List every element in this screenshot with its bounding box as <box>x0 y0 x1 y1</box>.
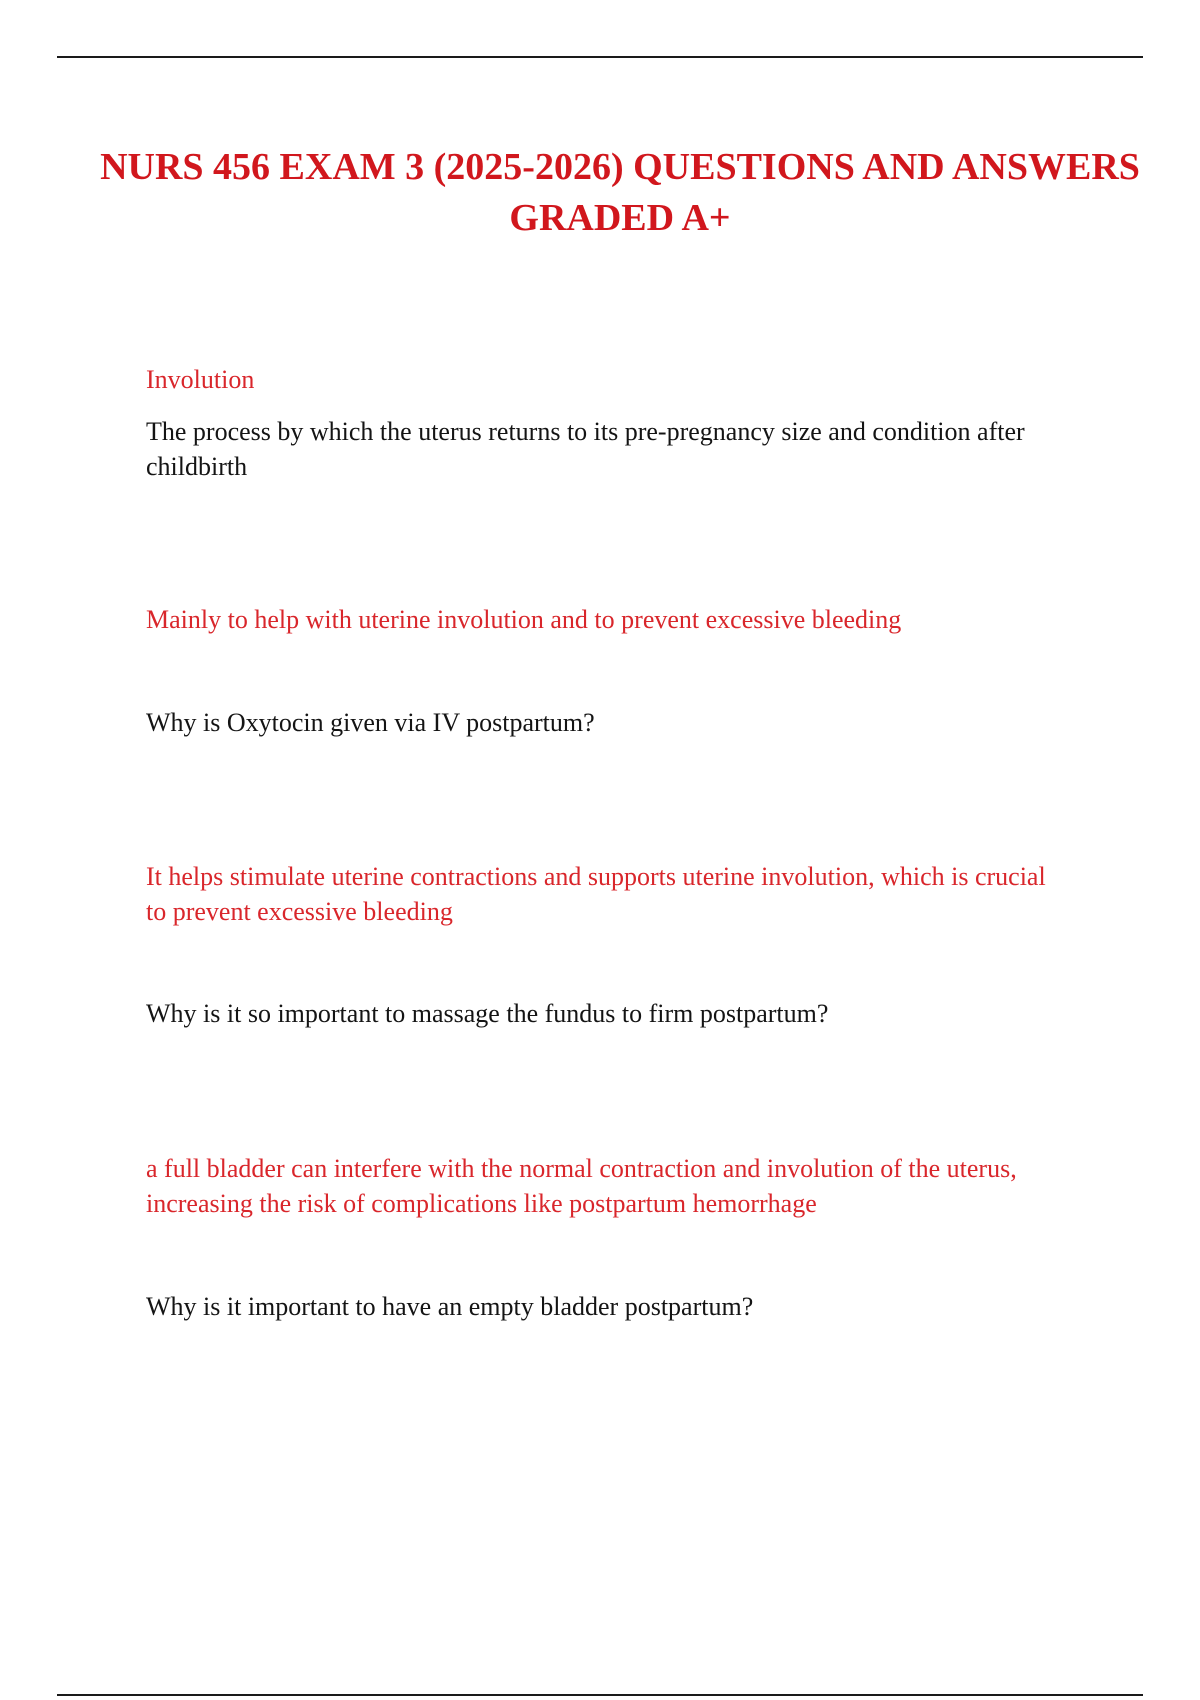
term-label: Involution <box>146 365 255 394</box>
footer-rule <box>57 1694 1143 1696</box>
answer-text: Mainly to help with uterine involution and to prevent excessive bleeding <box>146 605 902 634</box>
answer-text: a full bladder can interfere with the normal contraction and involution of the uterus, increasing the risk of complications like postpartum hemorrhage <box>146 1154 1017 1218</box>
question-text: Why is it important to have an empty bladder postpartum? <box>146 1292 754 1321</box>
document-title: NURS 456 EXAM 3 (2025-2026) QUESTIONS AND ANSWERS GRADED A+ <box>100 146 1140 239</box>
answer-text: It helps stimulate uterine contractions and supports uterine involution, which is crucial to prevent excessive bleeding <box>146 862 1046 926</box>
question-text: Why is it so important to massage the fundus to firm postpartum? <box>146 999 829 1028</box>
header-rule <box>57 56 1143 58</box>
question-text: Why is Oxytocin given via IV postpartum? <box>146 708 595 737</box>
term-definition: The process by which the uterus returns to its pre-pregnancy size and condition after childbirth <box>146 417 1025 481</box>
